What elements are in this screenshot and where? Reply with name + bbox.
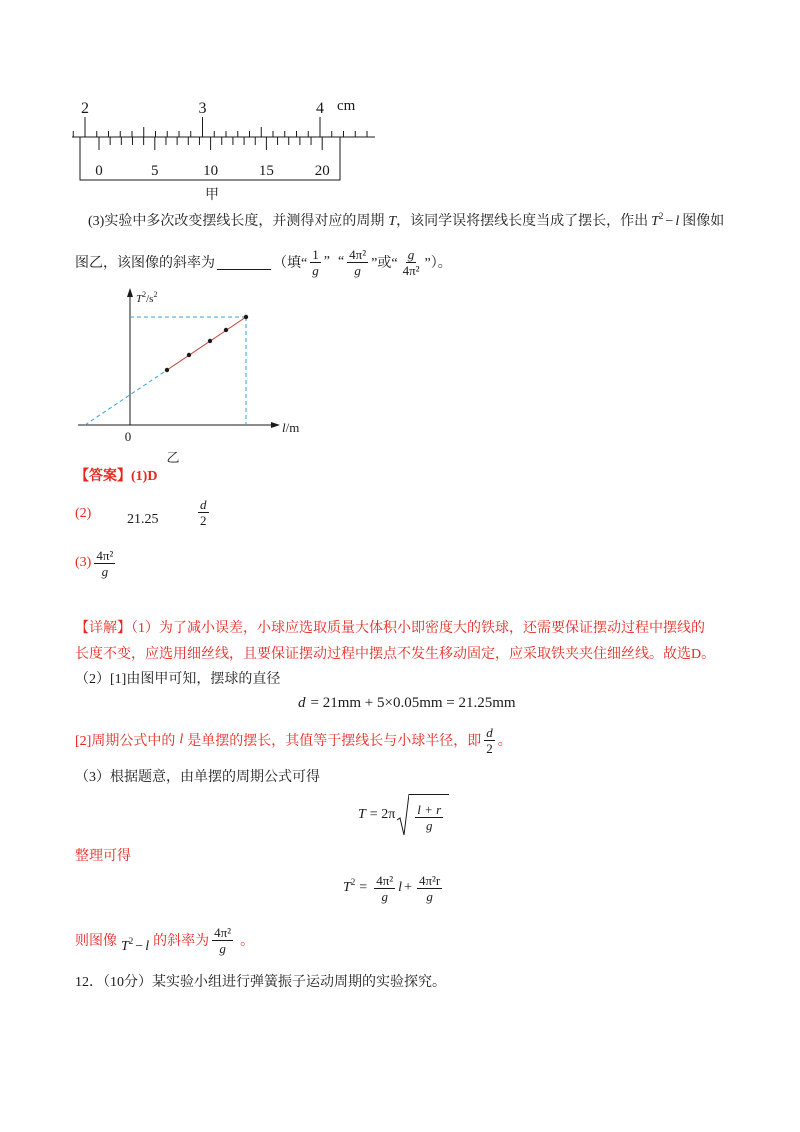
fraction-denominator: g: [312, 262, 319, 278]
explanation-line-5: （3）根据题意，由单摆的周期公式可得: [75, 770, 320, 785]
math-equals: =: [359, 880, 368, 895]
answer-part-2-label: (2): [75, 506, 92, 521]
fraction-numerator: 4π²: [214, 924, 232, 940]
explanation-line-2: 长度不变，应选用细丝线，且要保证摆动过程中摆点不发生移动固定，应采取铁夹夹住细丝线。故选D。: [75, 647, 716, 662]
fraction-denominator: 2: [486, 740, 493, 756]
answer-part-3-fraction: [94, 548, 115, 579]
fill-instruction-open: （填“: [273, 256, 308, 271]
fraction-denominator: g: [354, 262, 361, 278]
math-var-l: l: [145, 939, 150, 954]
math-var-T: T: [651, 214, 659, 229]
slope-fraction: [374, 873, 395, 904]
vernier-label: 0: [95, 163, 103, 179]
vernier-label: 20: [314, 163, 330, 179]
math-var-l: l: [675, 214, 680, 229]
math-var-T: T: [358, 807, 366, 822]
math-var-d: d: [298, 695, 306, 711]
question-3-text: 图乙，该图像的斜率为: [75, 256, 215, 271]
figure-caption: 乙: [166, 450, 180, 465]
quote-or: ”或“: [371, 256, 398, 271]
question-3-text: ，该同学误将摆线长度当成了摆长，作出: [396, 214, 649, 229]
main-scale-label: 3: [198, 100, 207, 117]
main-scale-ticks: [73, 117, 367, 137]
question-3-line-1: [88, 213, 724, 231]
fraction-denominator: 2: [200, 512, 207, 528]
explanation-text: 的斜率为: [153, 934, 210, 949]
question-3-text: 图像如: [682, 214, 725, 229]
vernier-scale-ticks: [99, 137, 322, 150]
math-var-T: T: [121, 939, 129, 954]
answer-label: 【答案】: [75, 469, 131, 484]
explanation-line-6: 整理可得: [75, 849, 131, 864]
fraction-numerator: d: [200, 496, 207, 512]
explanation-text: [2]周期公式中的: [75, 734, 176, 749]
fraction-numerator: 4π²: [96, 547, 114, 563]
data-point: [208, 339, 212, 343]
radicand-fraction: [415, 802, 443, 833]
vernier-label: 15: [258, 163, 274, 179]
half-diameter-fraction: [484, 725, 495, 756]
answer-header: [75, 468, 157, 486]
formula-equals-2pi: = 2π: [369, 807, 396, 822]
explanation-line-1: 【详解】（1）为了减小误差，小球应选取质量大体积小即密度大的铁球，还需要保证摆动过程中摆线的: [75, 621, 705, 636]
fit-line: [167, 317, 246, 370]
main-scale-label: 2: [81, 100, 89, 117]
math-var-l: l: [179, 732, 184, 747]
x-axis-label: [282, 420, 299, 435]
math-exponent: 2: [658, 211, 664, 221]
formula-rhs: = 21mm + 5×0.05mm = 21.25mm: [310, 695, 516, 711]
y-axis-exp: 2: [142, 290, 147, 299]
data-point: [244, 315, 248, 319]
option-1-fraction: [310, 247, 321, 278]
data-point: [224, 328, 228, 332]
period-formula: [358, 793, 449, 837]
fraction-denominator: g: [425, 818, 433, 833]
t-squared-vs-length-graph: [70, 285, 310, 470]
explanation-line-4: [75, 722, 512, 758]
fraction-numerator: g: [407, 246, 415, 262]
vernier-label: 10: [203, 163, 219, 179]
data-point: [165, 368, 169, 372]
y-axis-arrow: [127, 288, 133, 297]
answer-part-3: [75, 543, 118, 583]
figure-caption: 甲: [205, 188, 219, 203]
answer-part-2-fraction-wrap: [195, 492, 212, 532]
fill-instruction-close: ”）。: [424, 256, 452, 271]
y-axis-var: T: [136, 293, 143, 305]
fraction-denominator: g: [101, 563, 109, 579]
answer-part-2-value: 21.25: [127, 512, 159, 527]
explanation-text: 。: [497, 734, 512, 749]
fraction-denominator: g: [381, 888, 388, 904]
fraction-numerator: 4π²: [376, 872, 394, 888]
math-operator: −: [665, 214, 674, 229]
diameter-formula: [298, 694, 516, 712]
graph-name-math: [651, 213, 679, 231]
option-2-fraction: [347, 247, 368, 278]
math-exponent: 2: [128, 936, 134, 946]
vernier-caliper-figure: [60, 95, 390, 207]
graph-name-math: [121, 936, 150, 955]
vernier-label: 5: [151, 163, 159, 179]
math-plus: +: [404, 880, 412, 895]
radical-sign: [397, 793, 409, 837]
question-12-title: 12．（10分）某实验小组进行弹簧振子运动周期的实验探究。: [75, 975, 446, 990]
slope-fraction: [212, 925, 233, 956]
answer-part-1: (1)D: [131, 469, 158, 484]
scale-unit: cm: [337, 98, 356, 114]
y-axis-label: [136, 290, 157, 305]
origin-label: 0: [124, 429, 132, 444]
explanation-line-3: （2）[1]由图甲可知，摆球的直径: [75, 672, 281, 687]
fraction-numerator: d: [486, 724, 493, 740]
answer-blank: [217, 255, 271, 270]
main-scale-label: 4: [316, 100, 324, 117]
fraction-numerator: 4π²: [349, 246, 367, 262]
fraction-numerator: 4π²r: [418, 872, 441, 888]
fraction-denominator: g: [219, 940, 226, 956]
data-point: [187, 353, 191, 357]
radicand: [409, 794, 449, 837]
question-3-text: (3)实验中多次改变摆线长度，并测得对应的周期: [88, 214, 385, 229]
fraction-denominator: 4π²: [402, 262, 420, 278]
x-axis-var: l: [282, 420, 286, 435]
fraction-numerator: 1: [312, 246, 319, 262]
explanation-text: 则图像: [75, 934, 117, 949]
math-var-T: T: [343, 880, 351, 895]
quote-open: “: [337, 254, 345, 269]
question-3-line-2: [75, 242, 452, 282]
y-axis-unit: /s: [146, 293, 154, 305]
explanation-text: 。: [240, 934, 255, 949]
x-axis-unit: /m: [285, 420, 300, 435]
intercept-fraction: [417, 873, 442, 904]
square-root: [397, 793, 449, 837]
quote-close: ”: [323, 254, 330, 269]
rearranged-formula: T 2 = $\frac{\text{4π²}}{g}$ l + $\frac{\text{4π²r}}{g}$: [343, 872, 441, 904]
answer-part-3-label: (3): [75, 555, 92, 570]
explanation-text: 是单摆的摆长，其值等于摆线长与小球半径，即: [187, 734, 482, 749]
extrapolated-dashed-line: [85, 370, 167, 425]
fraction-numerator: l + r: [417, 802, 442, 817]
math-var-l: l: [398, 880, 403, 895]
fraction-denominator: g: [426, 888, 433, 904]
math-operator: −: [135, 939, 144, 954]
explanation-line-7: [75, 920, 254, 960]
x-axis-arrow: [271, 422, 280, 428]
y-axis-unit-exp: 2: [153, 290, 158, 299]
period-variable: T: [388, 214, 397, 229]
answer-part-2-fraction: [198, 497, 209, 528]
option-3-fraction: [401, 247, 422, 278]
